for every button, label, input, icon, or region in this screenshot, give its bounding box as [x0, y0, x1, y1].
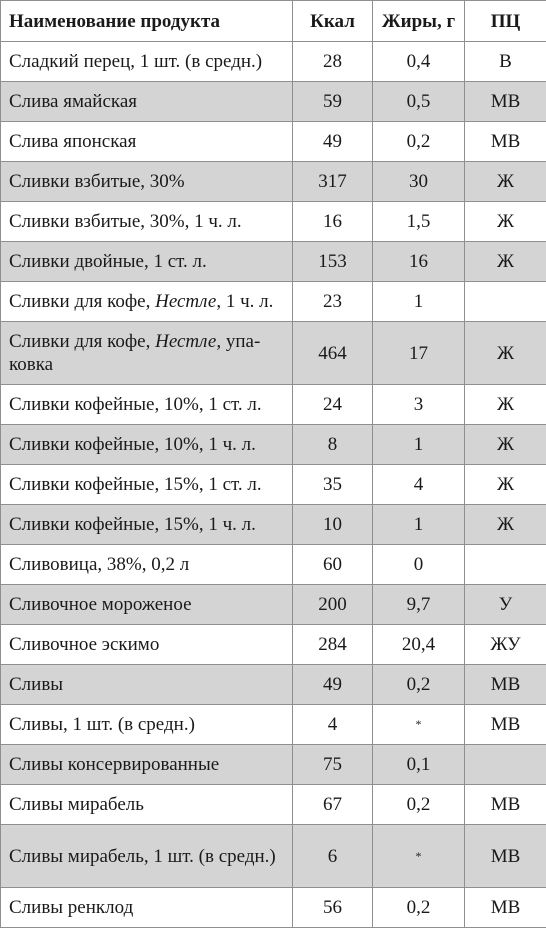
- name-suffix: упа-ковка: [9, 331, 261, 375]
- pc-value: [465, 745, 546, 785]
- table-row: [1, 282, 546, 322]
- pc-value: У: [465, 585, 546, 625]
- table-row: [1, 785, 546, 825]
- pc-value: МВ: [465, 705, 546, 745]
- fat-value: 0,5: [373, 82, 465, 122]
- fat-value: 1: [373, 505, 465, 545]
- fat-value: 30: [373, 162, 465, 202]
- pc-value: Ж: [465, 322, 546, 385]
- pc-value: Ж: [465, 202, 546, 242]
- kcal-value: 200: [293, 585, 373, 625]
- table-header-row: [1, 1, 546, 42]
- product-name: Сливы ренклод: [1, 888, 293, 928]
- kcal-value: 317: [293, 162, 373, 202]
- table-row: [1, 162, 546, 202]
- product-name: Сливочное мороженое: [1, 585, 293, 625]
- kcal-value: 16: [293, 202, 373, 242]
- product-name: Сливовица, 38%, 0,2 л: [1, 545, 293, 585]
- header-fat: Жиры, г: [373, 1, 465, 42]
- product-name: Сливки взбитые, 30%, 1 ч. л.: [1, 202, 293, 242]
- kcal-value: 4: [293, 705, 373, 745]
- kcal-value: 24: [293, 385, 373, 425]
- name-prefix: Сливки для кофе,: [9, 291, 156, 312]
- pc-value: Ж: [465, 242, 546, 282]
- pc-value: МВ: [465, 825, 546, 888]
- table-row: [1, 665, 546, 705]
- kcal-value: 35: [293, 465, 373, 505]
- pc-value: Ж: [465, 425, 546, 465]
- table-row: [1, 425, 546, 465]
- kcal-value: 8: [293, 425, 373, 465]
- fat-value: 0,2: [373, 888, 465, 928]
- fat-value: 16: [373, 242, 465, 282]
- product-name: Слива ямайская: [1, 82, 293, 122]
- name-suffix: , 1 ч. л.: [216, 291, 274, 312]
- table-row: [1, 465, 546, 505]
- header-kcal: Ккал: [293, 1, 373, 42]
- kcal-value: 284: [293, 625, 373, 665]
- name-prefix: Сливки для кофе,: [9, 331, 156, 352]
- pc-value: Ж: [465, 385, 546, 425]
- product-name: Сливки двойные, 1 ст. л.: [1, 242, 293, 282]
- product-name: Сливки кофейные, 10%, 1 ч. л.: [1, 425, 293, 465]
- fat-value: 0,2: [373, 122, 465, 162]
- product-name: Сливы, 1 шт. (в средн.): [1, 705, 293, 745]
- brand-name: Нестле: [155, 291, 217, 312]
- fat-value: 4: [373, 465, 465, 505]
- product-name: Сливки кофейные, 15%, 1 ч. л.: [1, 505, 293, 545]
- product-name: Слива японская: [1, 122, 293, 162]
- pc-value: МВ: [465, 785, 546, 825]
- kcal-value: 28: [293, 42, 373, 82]
- fat-value: 0,1: [373, 745, 465, 785]
- kcal-value: 23: [293, 282, 373, 322]
- product-name: Сливки кофейные, 10%, 1 ст. л.: [1, 385, 293, 425]
- product-name: Сливы мирабель, 1 шт. (в средн.): [1, 825, 293, 888]
- pc-value: Ж: [465, 162, 546, 202]
- product-name: Сливы консервированные: [1, 745, 293, 785]
- kcal-value: 49: [293, 122, 373, 162]
- brand-name: Нестле,: [155, 331, 222, 352]
- product-name: Сливки кофейные, 15%, 1 ст. л.: [1, 465, 293, 505]
- product-name: Сладкий перец, 1 шт. (в средн.): [1, 42, 293, 82]
- pc-value: [465, 545, 546, 585]
- header-pc: ПЦ: [465, 1, 546, 42]
- product-name: Сливы: [1, 665, 293, 705]
- table-row: [1, 585, 546, 625]
- fat-value: 0,2: [373, 785, 465, 825]
- header-product-name: Наименование продукта: [1, 1, 293, 42]
- fat-value: 17: [373, 322, 465, 385]
- kcal-value: 49: [293, 665, 373, 705]
- pc-value: МВ: [465, 82, 546, 122]
- table-row: [1, 545, 546, 585]
- product-name: Сливы мирабель: [1, 785, 293, 825]
- kcal-value: 75: [293, 745, 373, 785]
- fat-value: 1: [373, 425, 465, 465]
- table-row: [1, 705, 546, 745]
- pc-value: МВ: [465, 122, 546, 162]
- fat-value: *: [373, 705, 465, 745]
- fat-value: 0,2: [373, 665, 465, 705]
- kcal-value: 59: [293, 82, 373, 122]
- kcal-value: 67: [293, 785, 373, 825]
- table-row: [1, 385, 546, 425]
- table-row: [1, 122, 546, 162]
- pc-value: Ж: [465, 465, 546, 505]
- table-row: [1, 888, 546, 928]
- pc-value: МВ: [465, 665, 546, 705]
- kcal-value: 60: [293, 545, 373, 585]
- product-name: Сливки взбитые, 30%: [1, 162, 293, 202]
- table-row: [1, 745, 546, 785]
- table-row: [1, 625, 546, 665]
- fat-value: 0: [373, 545, 465, 585]
- pc-value: [465, 282, 546, 322]
- table-row: [1, 322, 546, 385]
- fat-value: 1: [373, 282, 465, 322]
- fat-value: 3: [373, 385, 465, 425]
- pc-value: Ж: [465, 505, 546, 545]
- pc-value: ЖУ: [465, 625, 546, 665]
- pc-value: МВ: [465, 888, 546, 928]
- kcal-value: 464: [293, 322, 373, 385]
- product-name: [1, 282, 293, 322]
- table-row: [1, 202, 546, 242]
- fat-value: 9,7: [373, 585, 465, 625]
- table-row: [1, 82, 546, 122]
- table-row: [1, 825, 546, 888]
- kcal-value: 56: [293, 888, 373, 928]
- table-row: [1, 242, 546, 282]
- fat-value: *: [373, 825, 465, 888]
- kcal-value: 6: [293, 825, 373, 888]
- kcal-value: 10: [293, 505, 373, 545]
- fat-value: 20,4: [373, 625, 465, 665]
- fat-value: 0,4: [373, 42, 465, 82]
- pc-value: В: [465, 42, 546, 82]
- fat-value: 1,5: [373, 202, 465, 242]
- table-row: [1, 505, 546, 545]
- product-name: [1, 322, 293, 385]
- table-row: [1, 42, 546, 82]
- kcal-value: 153: [293, 242, 373, 282]
- product-name: Сливочное эскимо: [1, 625, 293, 665]
